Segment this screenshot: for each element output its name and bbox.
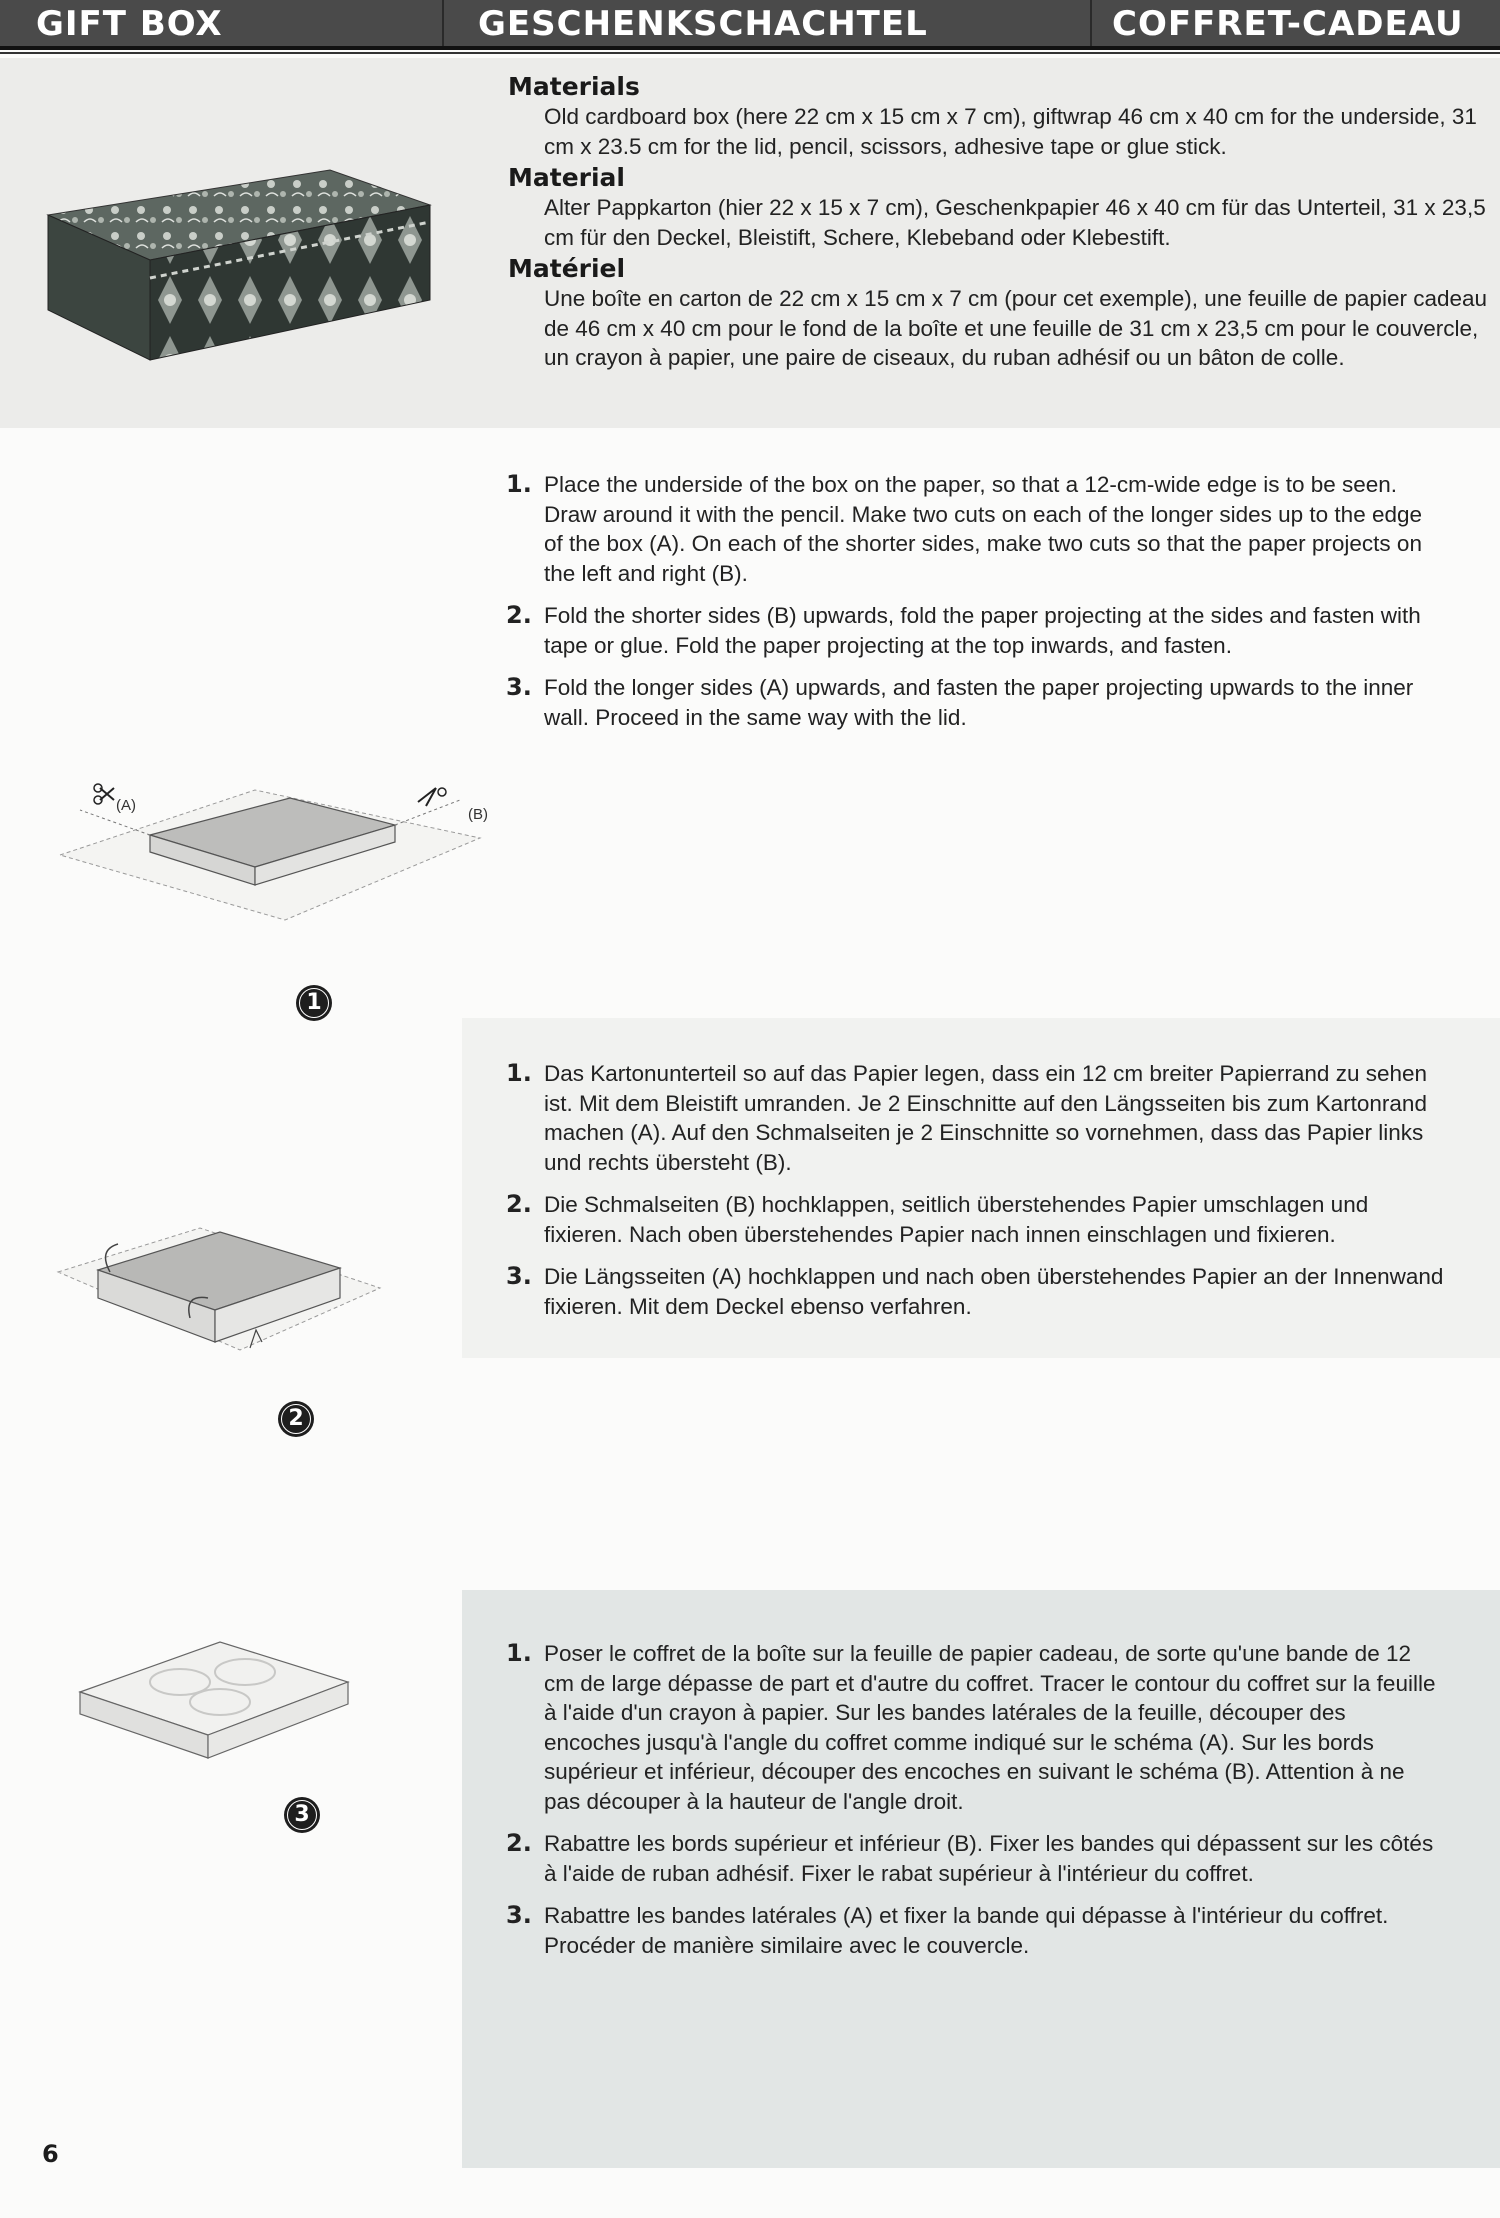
figure-1-label-a: (A)	[116, 797, 136, 814]
step-number: 2.	[506, 601, 532, 629]
step-item	[504, 1059, 1444, 1177]
steps-fr	[504, 1639, 1444, 1973]
figure-2-diagram	[50, 1200, 400, 1370]
title-de: GESCHENKSCHACHTEL	[478, 4, 928, 44]
title-en: GIFT BOX	[36, 4, 223, 44]
step-badge-3: 3	[284, 1797, 320, 1833]
materials-heading-de: Material	[508, 163, 625, 192]
step-number: 3.	[506, 1262, 532, 1290]
materials-text-en: Old cardboard box (here 22 cm x 15 cm x 7 cm), giftwrap 46 cm x 40 cm for the underside, 31 cm x 23.5 cm for the lid, pencil, scissors, adhesive tape or glue stick.	[544, 104, 1477, 159]
step-text: Die Schmalseiten (B) hochklappen, seitlich überstehendes Papier umschlagen und fixieren. Nach oben überstehendes Papier nach innen einschlagen und fixieren.	[544, 1192, 1369, 1247]
figure-3-diagram	[70, 1630, 370, 1770]
header-divider	[1090, 0, 1092, 46]
step-item	[504, 673, 1444, 732]
step-item	[504, 1901, 1444, 1960]
steps-en	[504, 470, 1444, 745]
header-rule	[0, 52, 1500, 54]
figure-1-label-b: (B)	[468, 806, 488, 823]
materials-heading-en: Materials	[508, 72, 640, 101]
header-divider	[442, 0, 444, 46]
step-text: Rabattre les bandes latérales (A) et fixer la bande qui dépasse à l'intérieur du coffret. Procéder de manière similaire avec le couvercle.	[544, 1903, 1389, 1958]
step-item	[504, 1190, 1444, 1249]
step-number: 1.	[506, 470, 532, 498]
step-number: 3.	[506, 673, 532, 701]
step-item	[504, 1262, 1444, 1321]
page-number: 6	[42, 2140, 59, 2168]
step-text: Place the underside of the box on the paper, so that a 12-cm-wide edge is to be seen. Draw around it with the pencil. Make two cuts on each of the longer sides up to the edge of the box (A). On each of the shorter sides, make two cuts so that the paper projects on the left and right (B).	[544, 472, 1423, 586]
step-number: 1.	[506, 1059, 532, 1087]
step-item	[504, 1639, 1444, 1816]
step-text: Fold the longer sides (A) upwards, and fasten the paper projecting upwards to the inner wall. Proceed in the same way with the lid.	[544, 675, 1414, 730]
step-text: Die Längsseiten (A) hochklappen und nach oben überstehendes Papier an der Innenwand fixieren. Mit dem Deckel ebenso verfahren.	[544, 1264, 1444, 1319]
step-text: Fold the shorter sides (B) upwards, fold the paper projecting at the sides and fasten with tape or glue. Fold the paper projecting at the top inwards, and fasten.	[544, 603, 1421, 658]
step-number: 3.	[506, 1901, 532, 1929]
step-text: Rabattre les bords supérieur et inférieur (B). Fixer les bandes qui dépassent sur les côtés à l'aide de ruban adhésif. Fixer le rabat supérieur à l'intérieur du coffret.	[544, 1831, 1434, 1886]
steps-de	[504, 1059, 1444, 1334]
step-text: Das Kartonunterteil so auf das Papier legen, dass ein 12 cm breiter Papierrand zu sehen ist. Mit dem Bleistift umranden. Je 2 Einschnitte auf den Längsseiten bis zum Kartonrand machen (A). Auf den Schmalseiten je 2 Einschnitte so vornehmen, dass das Papier links und rechts übersteht (B).	[544, 1061, 1428, 1175]
title-fr: COFFRET-CADEAU	[1112, 4, 1464, 44]
materials-heading-fr: Matériel	[508, 254, 626, 283]
step-badge-2: 2	[278, 1401, 314, 1437]
materials-text-de: Alter Pappkarton (hier 22 x 15 x 7 cm), Geschenkpapier 46 x 40 cm für das Unterteil, 31 x 23,5 cm für den Deckel, Bleistift, Schere, Klebeband oder Klebestift.	[544, 195, 1486, 250]
step-number: 2.	[506, 1829, 532, 1857]
step-item	[504, 601, 1444, 660]
step-item	[504, 470, 1444, 588]
step-badge-1: 1	[296, 985, 332, 1021]
step-number: 1.	[506, 1639, 532, 1667]
step-number: 2.	[506, 1190, 532, 1218]
gift-box-photo	[30, 150, 450, 370]
materials-section	[508, 72, 1498, 375]
header-bar	[0, 0, 1500, 50]
step-item	[504, 1829, 1444, 1888]
materials-text-fr: Une boîte en carton de 22 cm x 15 cm x 7 cm (pour cet exemple), une feuille de papier cadeau de 46 cm x 40 cm pour le fond de la boîte et une feuille de 31 cm x 23,5 cm pour le couvercle, un crayon à papier, une paire de ciseaux, du ruban adhésif ou un bâton de colle.	[544, 286, 1488, 370]
step-text: Poser le coffret de la boîte sur la feuille de papier cadeau, de sorte qu'une bande de 12 cm de large dépasse de part et d'autre du coffret. Tracer le contour du coffret sur la feuille à l'aide d'un crayon à papier. Sur les bandes latérales de la feuille, découper des encoches jusqu'à l'angle du coffret comme indiqué sur le schéma (A). Sur les bords supérieur et inférieur, découper des encoches en suivant le schéma (B). Attention à ne pas découper à la hauteur de l'angle droit.	[544, 1641, 1436, 1814]
